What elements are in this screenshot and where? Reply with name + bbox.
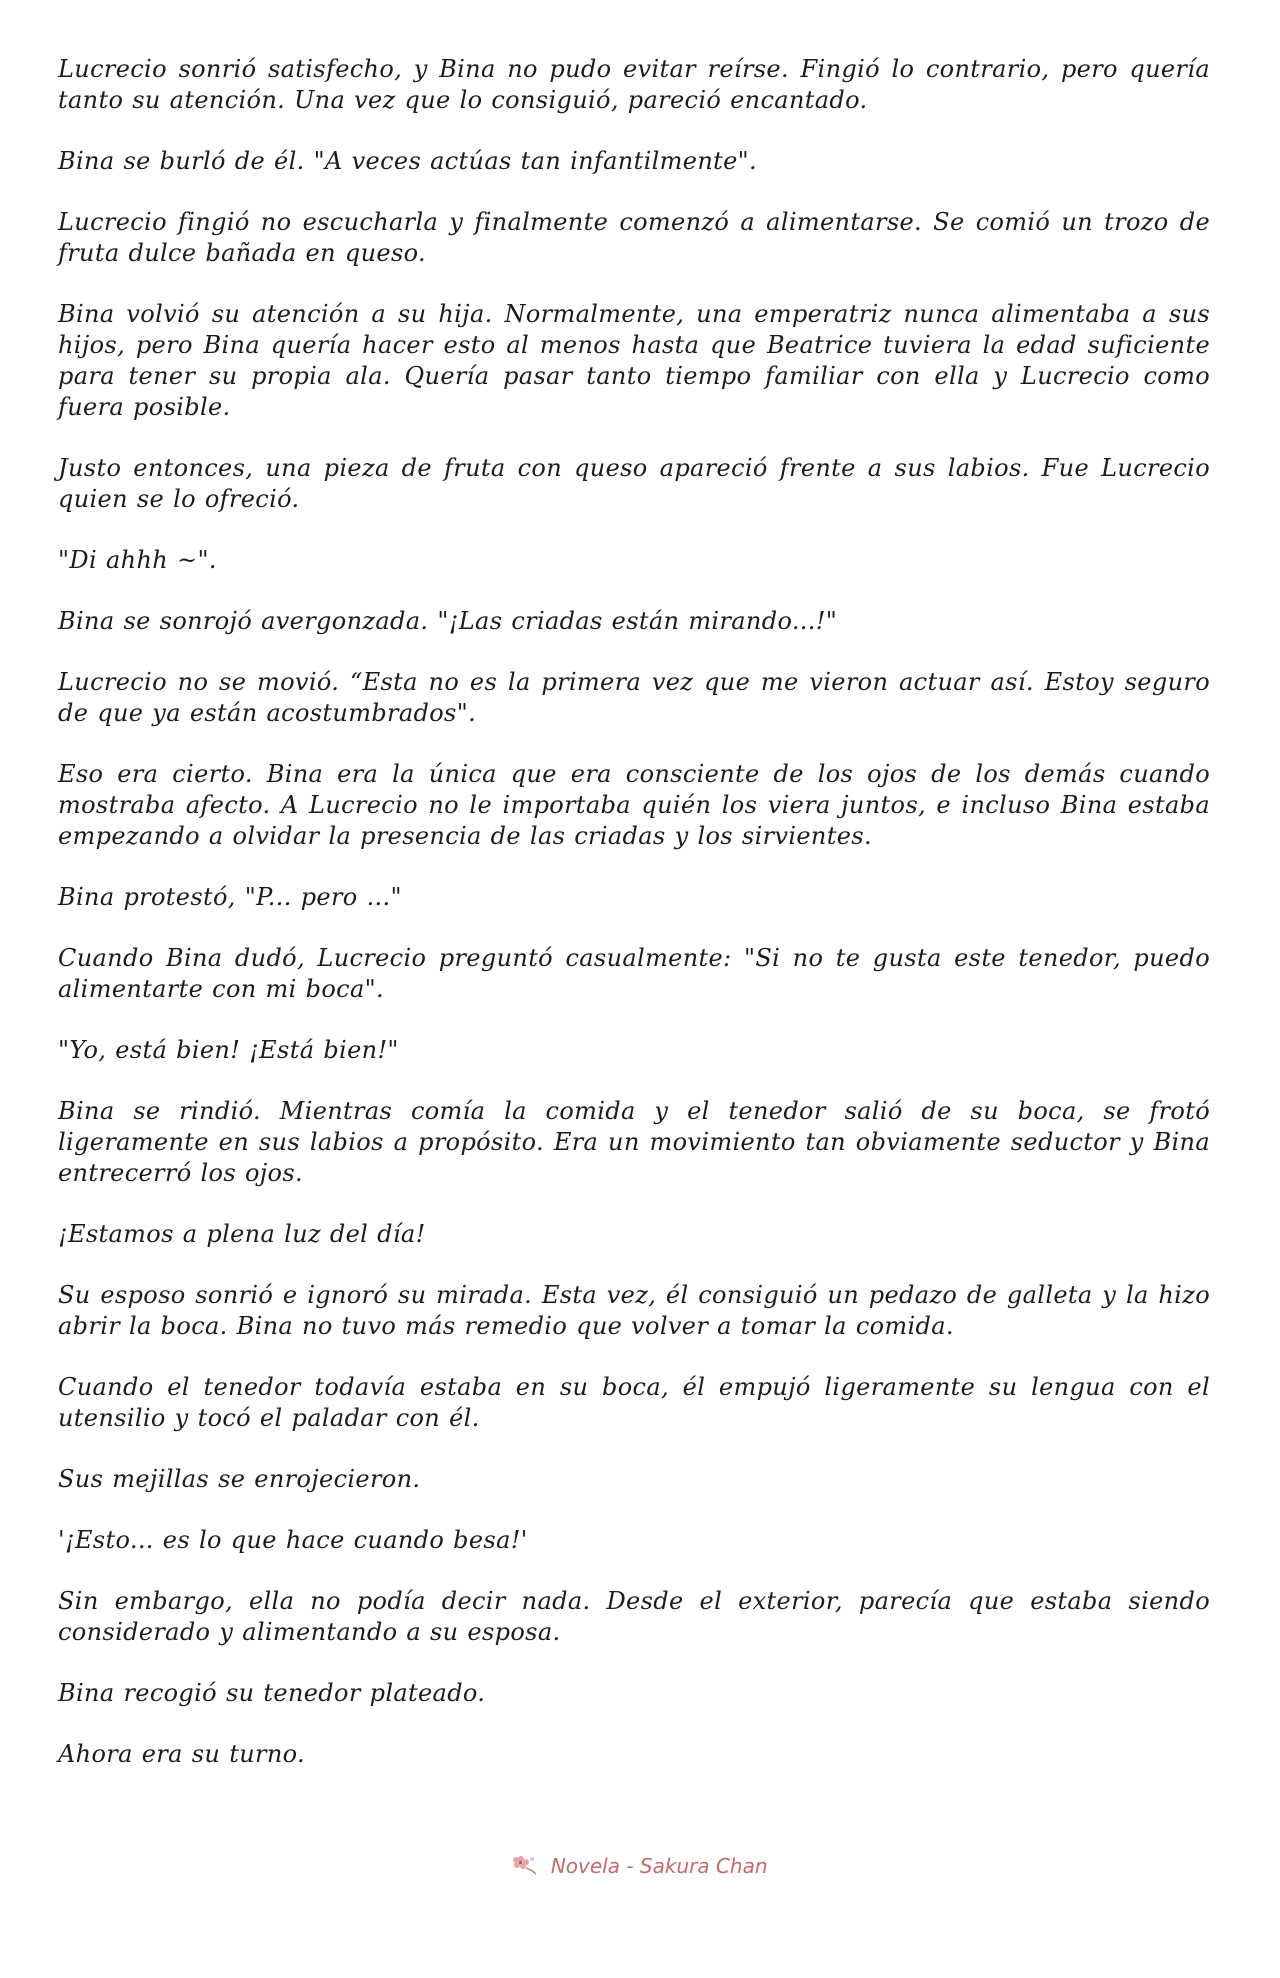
paragraph: Cuando Bina dudó, Lucrecio preguntó casualmente: "Si no te gusta este tenedor, puedo alimentarte con mi boca".: [58, 944, 1210, 1003]
paragraph: Cuando el tenedor todavía estaba en su boca, él empujó ligeramente su lengua con el utensilio y tocó el paladar con él.: [58, 1373, 1210, 1432]
paragraph: "Yo, está bien! ¡Está bien!": [58, 1036, 399, 1064]
paragraph: Bina volvió su atención a su hija. Normalmente, una emperatriz nunca alimentaba a sus hijos, pero Bina quería hacer esto al menos hasta que Beatrice tuviera la edad suficiente para tener su propia ala. Quería pasar tanto tiempo familiar con ella y Lucrecio como fuera posible.: [58, 300, 1210, 421]
paragraph: Bina recogió su tenedor plateado.: [58, 1679, 486, 1707]
paragraph: Bina se rindió. Mientras comía la comida y el tenedor salió de su boca, se frotó ligeramente en sus labios a propósito. Era un movimiento tan obviamente seductor y Bina entrecerró los ojos.: [58, 1097, 1210, 1187]
sakura-flower-icon: [512, 1854, 538, 1881]
paragraph: "Di ahhh ~".: [58, 546, 217, 574]
watermark-footer: [0, 1854, 1280, 1881]
paragraph: Su esposo sonrió e ignoró su mirada. Esta vez, él consiguió un pedazo de galleta y la hizo abrir la boca. Bina no tuvo más remedio que volver a tomar la comida.: [58, 1281, 1210, 1340]
paragraph: Lucrecio no se movió. “Esta no es la primera vez que me vieron actuar así. Estoy seguro de que ya están acostumbrados".: [58, 668, 1210, 727]
watermark-text: Novela - Sakura Chan: [550, 1854, 768, 1878]
paragraph: Sin embargo, ella no podía decir nada. Desde el exterior, parecía que estaba siendo considerado y alimentando a su esposa.: [58, 1587, 1210, 1646]
paragraph: Ahora era su turno.: [58, 1740, 306, 1768]
paragraph: Lucrecio sonrió satisfecho, y Bina no pudo evitar reírse. Fingió lo contrario, pero quería tanto su atención. Una vez que lo consiguió, pareció encantado.: [58, 55, 1210, 114]
paragraph: '¡Esto... es lo que hace cuando besa!': [58, 1526, 528, 1554]
paragraph: Eso era cierto. Bina era la única que era consciente de los ojos de los demás cuando mostraba afecto. A Lucrecio no le importaba quién los viera juntos, e incluso Bina estaba empezando a olvidar la presencia de las criadas y los sirvientes.: [58, 760, 1210, 850]
paragraph: ¡Estamos a plena luz del día!: [58, 1220, 426, 1248]
paragraph: Bina protestó, "P... pero ...": [58, 883, 402, 911]
paragraph: Sus mejillas se enrojecieron.: [58, 1465, 421, 1493]
paragraph: Justo entonces, una pieza de fruta con queso apareció frente a sus labios. Fue Lucrecio quien se lo ofreció.: [58, 454, 1210, 513]
paragraph: Lucrecio fingió no escucharla y finalmente comenzó a alimentarse. Se comió un trozo de fruta dulce bañada en queso.: [58, 208, 1210, 267]
paragraph: Bina se burló de él. "A veces actúas tan infantilmente".: [58, 147, 758, 175]
paragraph: Bina se sonrojó avergonzada. "¡Las criadas están mirando...!": [58, 607, 838, 635]
